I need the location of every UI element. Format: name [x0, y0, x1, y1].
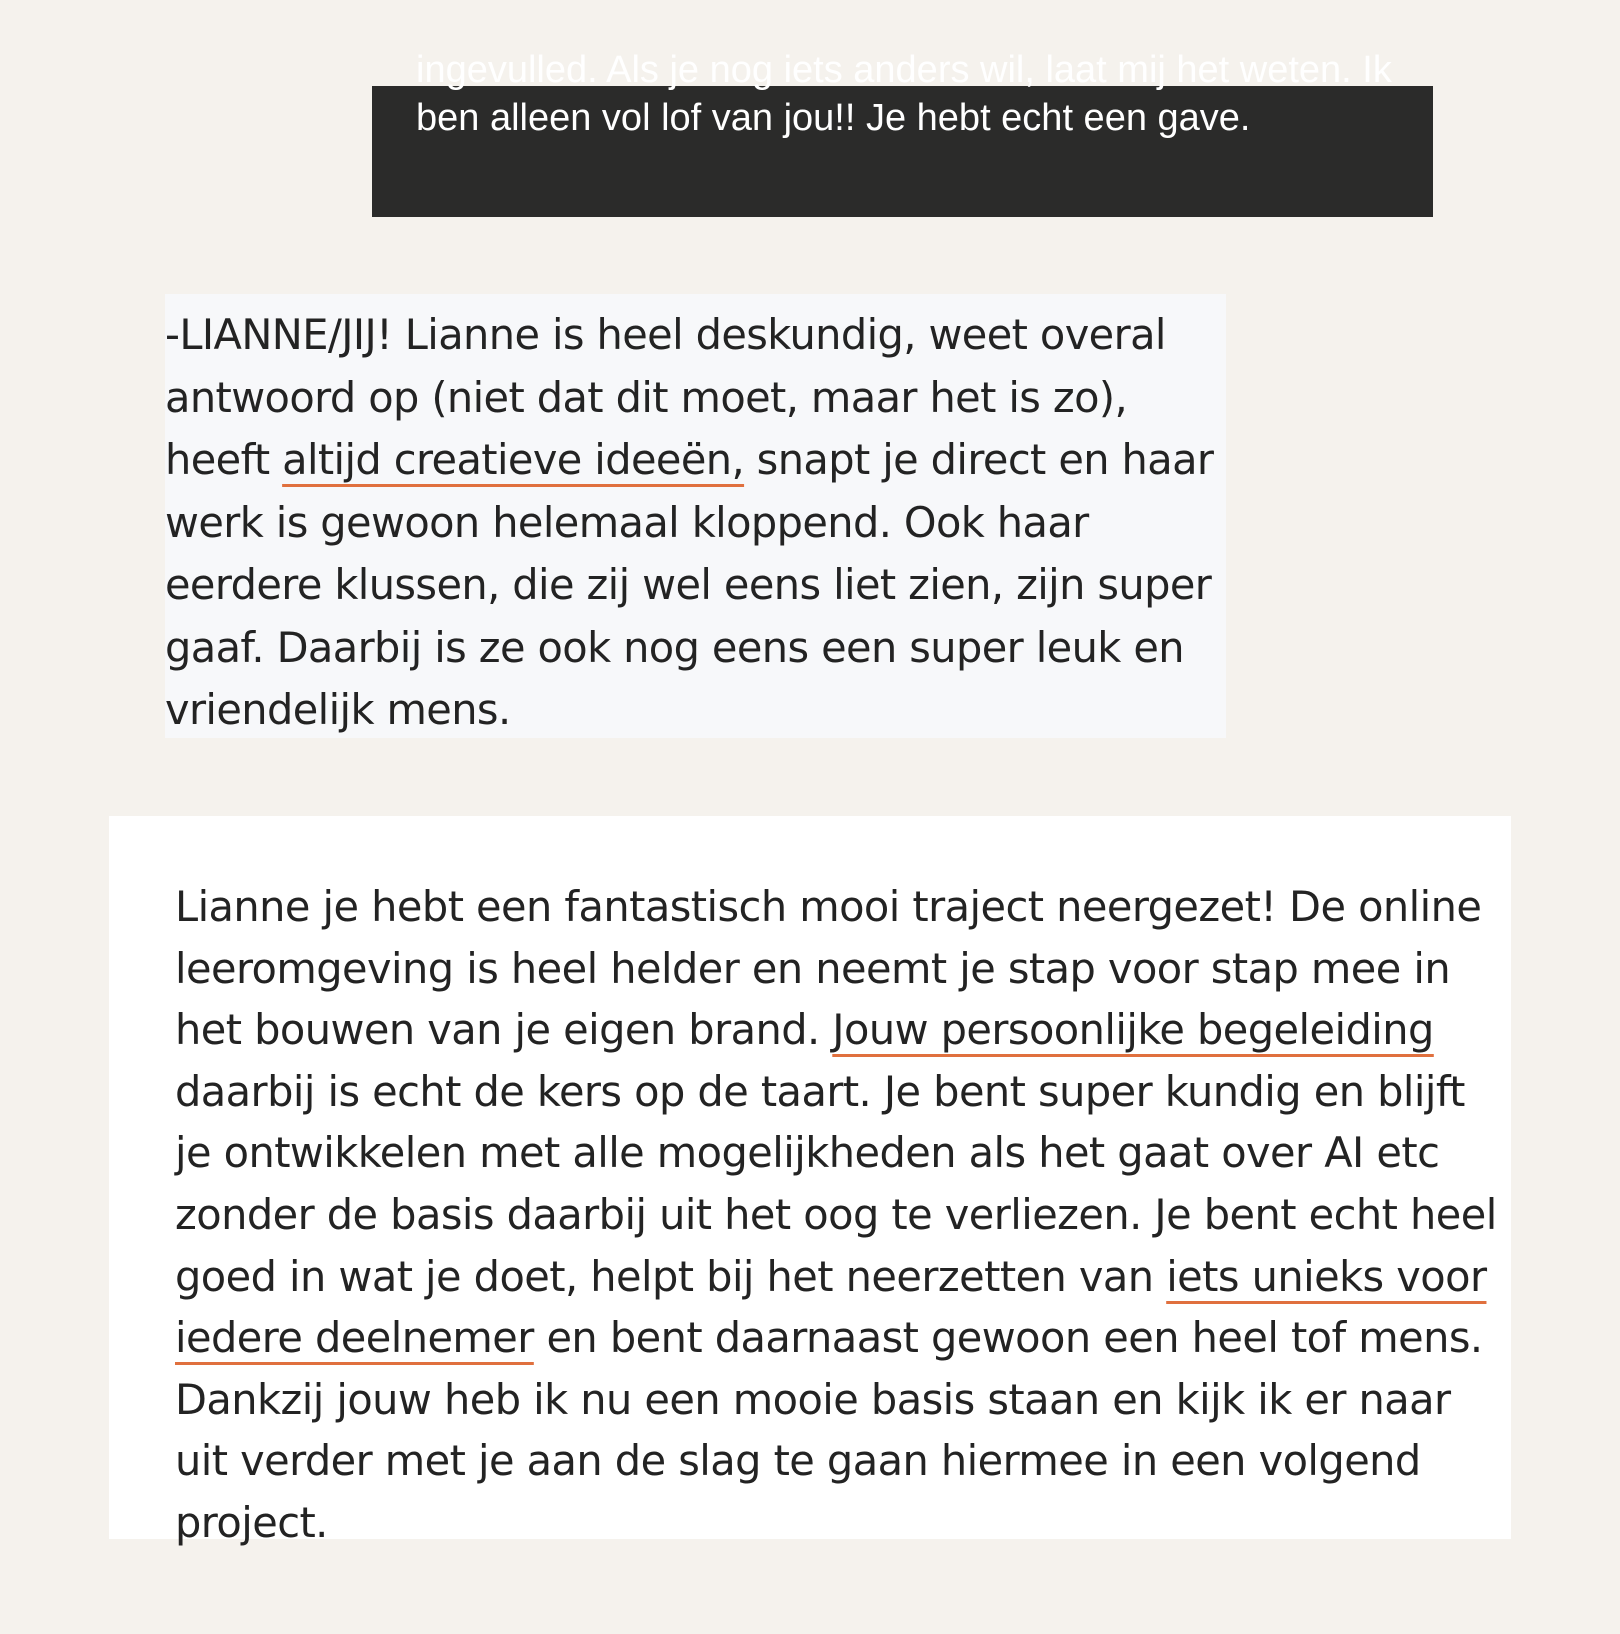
review-white-text-part3: en bent daarnaast gewoon een heel tof mens. Dankzij jouw heb ik nu een mooie basis staan en kijk ik er naar uit verder met je aan de slag te gaan hiermee in een volgend project. — [175, 1313, 1483, 1547]
dark-message-text: ingevulled. Als je nog iets anders wil, laat mij het weten. Ik ben alleen vol lof van jou!! Je hebt echt een gave. — [416, 49, 1392, 139]
review-card-grey — [165, 294, 1226, 738]
review-grey-highlight: altijd creatieve ideeën, — [282, 435, 745, 484]
review-card-white — [109, 816, 1511, 1547]
review-white-text — [175, 876, 1505, 1554]
review-grey-text-part2: snapt je direct en haar werk is gewoon helemaal kloppend. Ook haar eerdere klussen, die zij wel eens liet zien, zijn super gaaf. Daarbij is ze ook nog eens een super leuk en vriendelijk mens. — [165, 435, 1214, 734]
review-white-highlight-1: Jouw persoonlijke begeleiding — [832, 1005, 1434, 1055]
review-white-highlight-2: iets unieks voor iedere deelnemer — [175, 1251, 1487, 1363]
review-grey-text — [165, 304, 1226, 742]
review-white-text-part1: Lianne je hebt een fantastisch mooi traject neergezet! De online leeromgeving is heel helder en neemt je stap voor stap mee in het bouwen van je eigen brand. — [175, 882, 1482, 1055]
review-white-text-part2: daarbij is echt de kers op de taart. Je bent super kundig en blijft je ontwikkelen met alle mogelijkheden als het gaat over AI etc zonder de basis daarbij uit het oog te verliezen. Je bent echt heel goed in wat je doet, helpt bij het neerzetten van — [175, 1066, 1497, 1301]
dark-message-card — [372, 49, 1433, 217]
review-grey-text-part1: -LIANNE/JIJ! Lianne is heel deskundig, weet overal antwoord op (niet dat dit moet, maar het is zo), heeft — [165, 310, 1166, 484]
